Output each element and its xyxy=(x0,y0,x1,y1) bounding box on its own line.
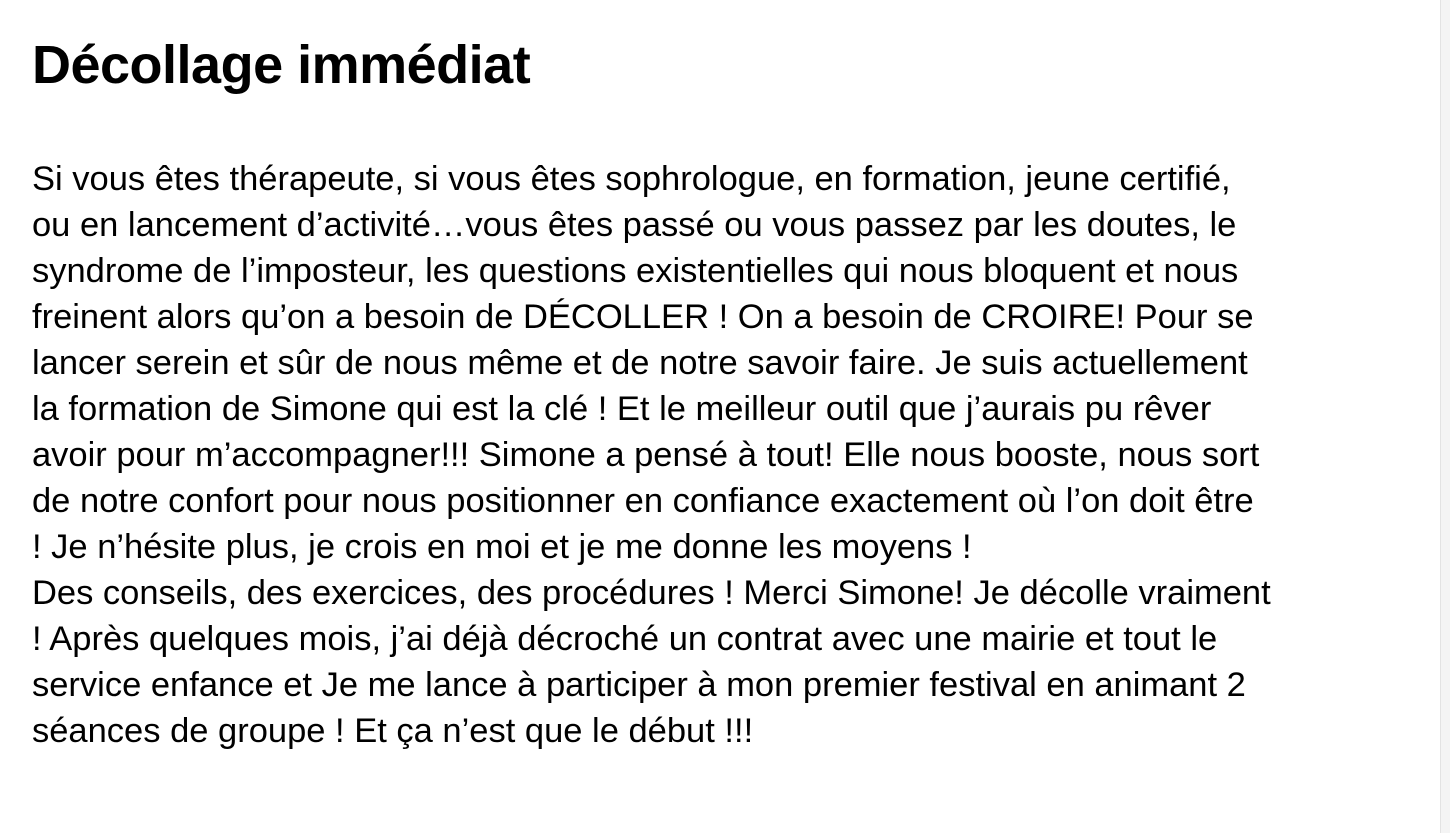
text-line: Des conseils, des exercices, des procédures ! Merci Simone! Je décolle vraiment xyxy=(32,574,1271,612)
text-line: freinent alors qu’on a besoin de DÉCOLLER ! On a besoin de CROIRE! Pour se xyxy=(32,298,1254,336)
text-line: la formation de Simone qui est la clé ! Et le meilleur outil que j’aurais pu rêver xyxy=(32,390,1212,428)
text-line: lancer serein et sûr de nous même et de notre savoir faire. Je suis actuellement xyxy=(32,344,1248,382)
text-line: syndrome de l’imposteur, les questions existentielles qui nous bloquent et nous xyxy=(32,252,1239,290)
text-line: service enfance et Je me lance à participer à mon premier festival en animant 2 xyxy=(32,666,1246,704)
testimonial-text xyxy=(32,156,1432,754)
text-line: avoir pour m’accompagner!!! Simone a pensé à tout! Elle nous booste, nous sort xyxy=(32,436,1260,474)
text-line: Si vous êtes thérapeute, si vous êtes sophrologue, en formation, jeune certifié, xyxy=(32,160,1231,198)
scrollbar-track[interactable] xyxy=(1440,0,1450,833)
text-line: séances de groupe ! Et ça n’est que le début !!! xyxy=(32,712,754,750)
page-title: Décollage immédiat xyxy=(32,35,531,95)
text-line: ! Après quelques mois, j’ai déjà décroché un contrat avec une mairie et tout le xyxy=(32,620,1218,658)
text-line: ! Je n’hésite plus, je crois en moi et je me donne les moyens ! xyxy=(32,528,972,566)
text-line: ou en lancement d’activité…vous êtes passé ou vous passez par les doutes, le xyxy=(32,206,1237,244)
text-line: de notre confort pour nous positionner en confiance exactement où l’on doit être xyxy=(32,482,1254,520)
